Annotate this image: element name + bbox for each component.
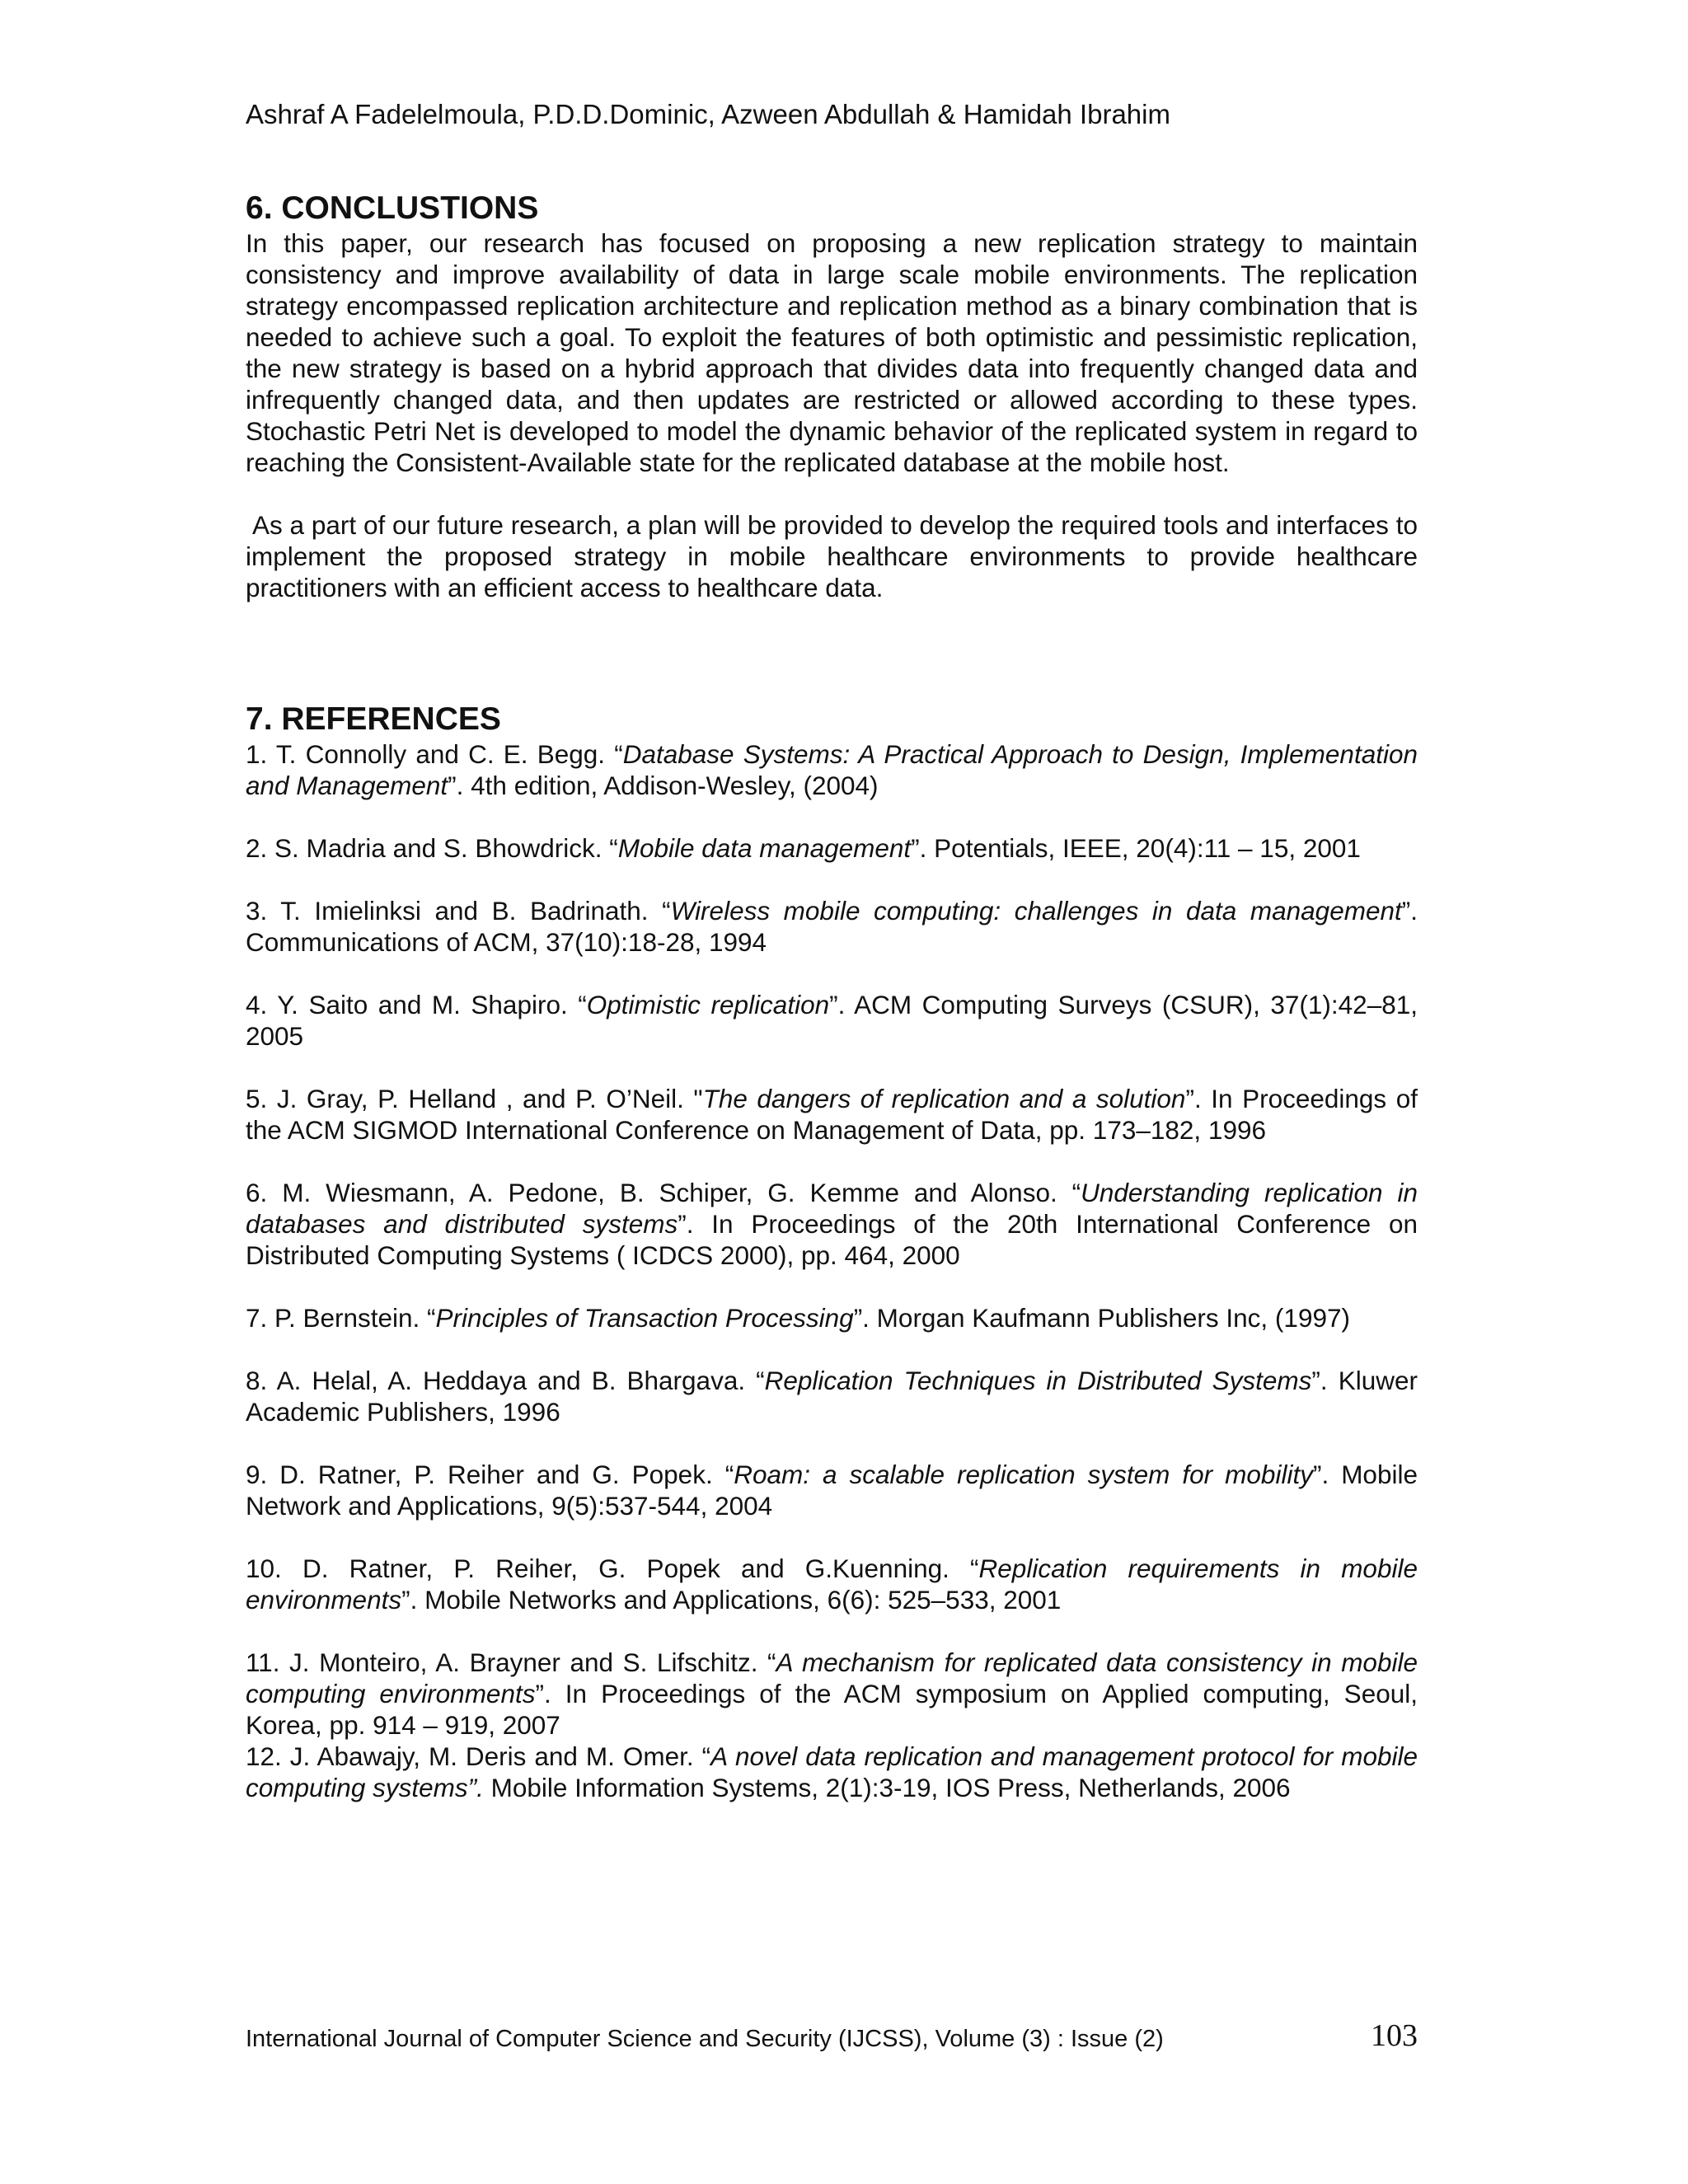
reference-item-10	[246, 1553, 1418, 1615]
journal-footer: International Journal of Computer Science and Security (IJCSS), Volume (3) : Issue (2)	[246, 2026, 1164, 2052]
reference-title: Optimistic replication	[586, 990, 830, 1019]
reference-authors: 10. D. Ratner, P. Reiher, G. Popek and G.Kuenning. “	[246, 1554, 979, 1583]
page-footer	[246, 2018, 1418, 2059]
reference-source: ”. In Proceedings of the ACM symposium on Applied computing, Seoul, Korea, pp. 914 – 919, 2007	[246, 1679, 1418, 1740]
reference-title: Database Systems: A Practical Approach to Design, Implementation and Management	[246, 739, 1418, 800]
reference-source: ”. Communications of ACM, 37(10):18-28, 1994	[246, 896, 1418, 957]
page-number: 103	[1371, 2018, 1418, 2053]
reference-authors: 2. S. Madria and S. Bhowdrick. “	[246, 833, 618, 863]
reference-authors: 3. T. Imielinksi and B. Badrinath. “	[246, 896, 671, 926]
reference-item-2	[246, 832, 1418, 864]
reference-title: Roam: a scalable replication system for mobility	[734, 1460, 1313, 1489]
reference-title: Mobile data management	[617, 833, 912, 863]
running-header-authors: Ashraf A Fadelelmoula, P.D.D.Dominic, Azween Abdullah & Hamidah Ibrahim	[246, 99, 1170, 129]
reference-item-3	[246, 895, 1418, 958]
reference-source: ”. ACM Computing Surveys (CSUR), 37(1):42–81, 2005	[246, 990, 1418, 1051]
reference-authors: 11. J. Monteiro, A. Brayner and S. Lifschitz. “	[246, 1647, 776, 1677]
reference-item-11	[246, 1647, 1418, 1741]
conclusions-paragraph-2: As a part of our future research, a plan will be provided to develop the required tools and interfaces to implement the proposed strategy in mobile healthcare environments to provide healthcare practitioners with an efficient access to healthcare data.	[246, 510, 1418, 602]
reference-authors: 9. D. Ratner, P. Reiher and G. Popek. “	[246, 1460, 734, 1489]
reference-title: A novel data replication and management protocol for mobile computing systems”.	[246, 1741, 1418, 1802]
reference-source: ”. Kluwer Academic Publishers, 1996	[246, 1366, 1418, 1427]
reference-title: Wireless mobile computing: challenges in data management	[670, 896, 1402, 926]
reference-title: A mechanism for replicated data consistency in mobile computing environments	[246, 1647, 1418, 1708]
reference-authors: 7. P. Bernstein. “	[246, 1303, 436, 1333]
reference-source: ”. In Proceedings of the 20th International Conference on Distributed Computing Systems ( ICDCS 2000), pp. 464, 2000	[246, 1209, 1418, 1270]
reference-title: Replication Techniques in Distributed Systems	[764, 1366, 1312, 1395]
reference-authors: 1. T. Connolly and C. E. Begg. “	[246, 739, 623, 769]
reference-item-7	[246, 1302, 1418, 1333]
reference-item-4	[246, 989, 1418, 1052]
conclusions-paragraph-1: In this paper, our research has focused on proposing a new replication strategy to maintain consistency and improve availability of data in large scale mobile environments. The replication strategy encompassed replication architecture and replication method as a binary combination that is needed to achieve such a goal. To exploit the features of both optimistic and pessimistic replication, the new strategy is based on a hybrid approach that divides data into frequently changed data and infrequently changed data, and then updates are restricted or allowed according to these types. Stochastic Petri Net is developed to model the dynamic behavior of the replicated system in regard to reaching the Consistent-Available state for the replicated database at the mobile host.	[246, 228, 1418, 477]
reference-authors: 8. A. Helal, A. Heddaya and B. Bhargava. “	[246, 1366, 765, 1395]
reference-authors: 5. J. Gray, P. Helland , and P. O’Neil. "	[246, 1084, 703, 1113]
reference-source: ”. 4th edition, Addison-Wesley, (2004)	[448, 771, 879, 800]
reference-item-8	[246, 1365, 1418, 1427]
reference-item-5	[246, 1083, 1418, 1146]
reference-authors: 12. J. Abawajy, M. Deris and M. Omer. “	[246, 1741, 711, 1771]
reference-source: ”. Potentials, IEEE, 20(4):11 – 15, 2001	[911, 833, 1361, 863]
reference-list	[246, 738, 1418, 1803]
reference-item-12	[246, 1741, 1418, 1803]
reference-source: Mobile Information Systems, 2(1):3-19, IOS Press, Netherlands, 2006	[483, 1773, 1291, 1802]
conclusions-section	[246, 190, 1418, 603]
reference-title: Replication requirements in mobile environments	[246, 1554, 1418, 1615]
conclusions-heading: 6. CONCLUSTIONS	[246, 190, 539, 226]
reference-title: The dangers of replication and a solution	[702, 1084, 1186, 1113]
reference-item-9	[246, 1459, 1418, 1521]
reference-item-6	[246, 1177, 1418, 1271]
reference-title: Principles of Transaction Processing	[435, 1303, 854, 1333]
reference-authors: 4. Y. Saito and M. Shapiro. “	[246, 990, 587, 1019]
references-section	[246, 701, 1418, 1803]
reference-source: ”. Mobile Network and Applications, 9(5):537-544, 2004	[246, 1460, 1418, 1521]
reference-source: ”. In Proceedings of the ACM SIGMOD International Conference on Management of Data, pp. 173–182, 1996	[246, 1084, 1418, 1145]
reference-authors: 6. M. Wiesmann, A. Pedone, B. Schiper, G. Kemme and Alonso. “	[246, 1178, 1081, 1207]
references-heading: 7. REFERENCES	[246, 701, 501, 737]
reference-source: ”. Morgan Kaufmann Publishers Inc, (1997)	[853, 1303, 1350, 1333]
reference-source: ”. Mobile Networks and Applications, 6(6): 525–533, 2001	[401, 1585, 1062, 1615]
reference-title: Understanding replication in databases and distributed systems	[246, 1178, 1418, 1239]
reference-item-1	[246, 738, 1418, 801]
